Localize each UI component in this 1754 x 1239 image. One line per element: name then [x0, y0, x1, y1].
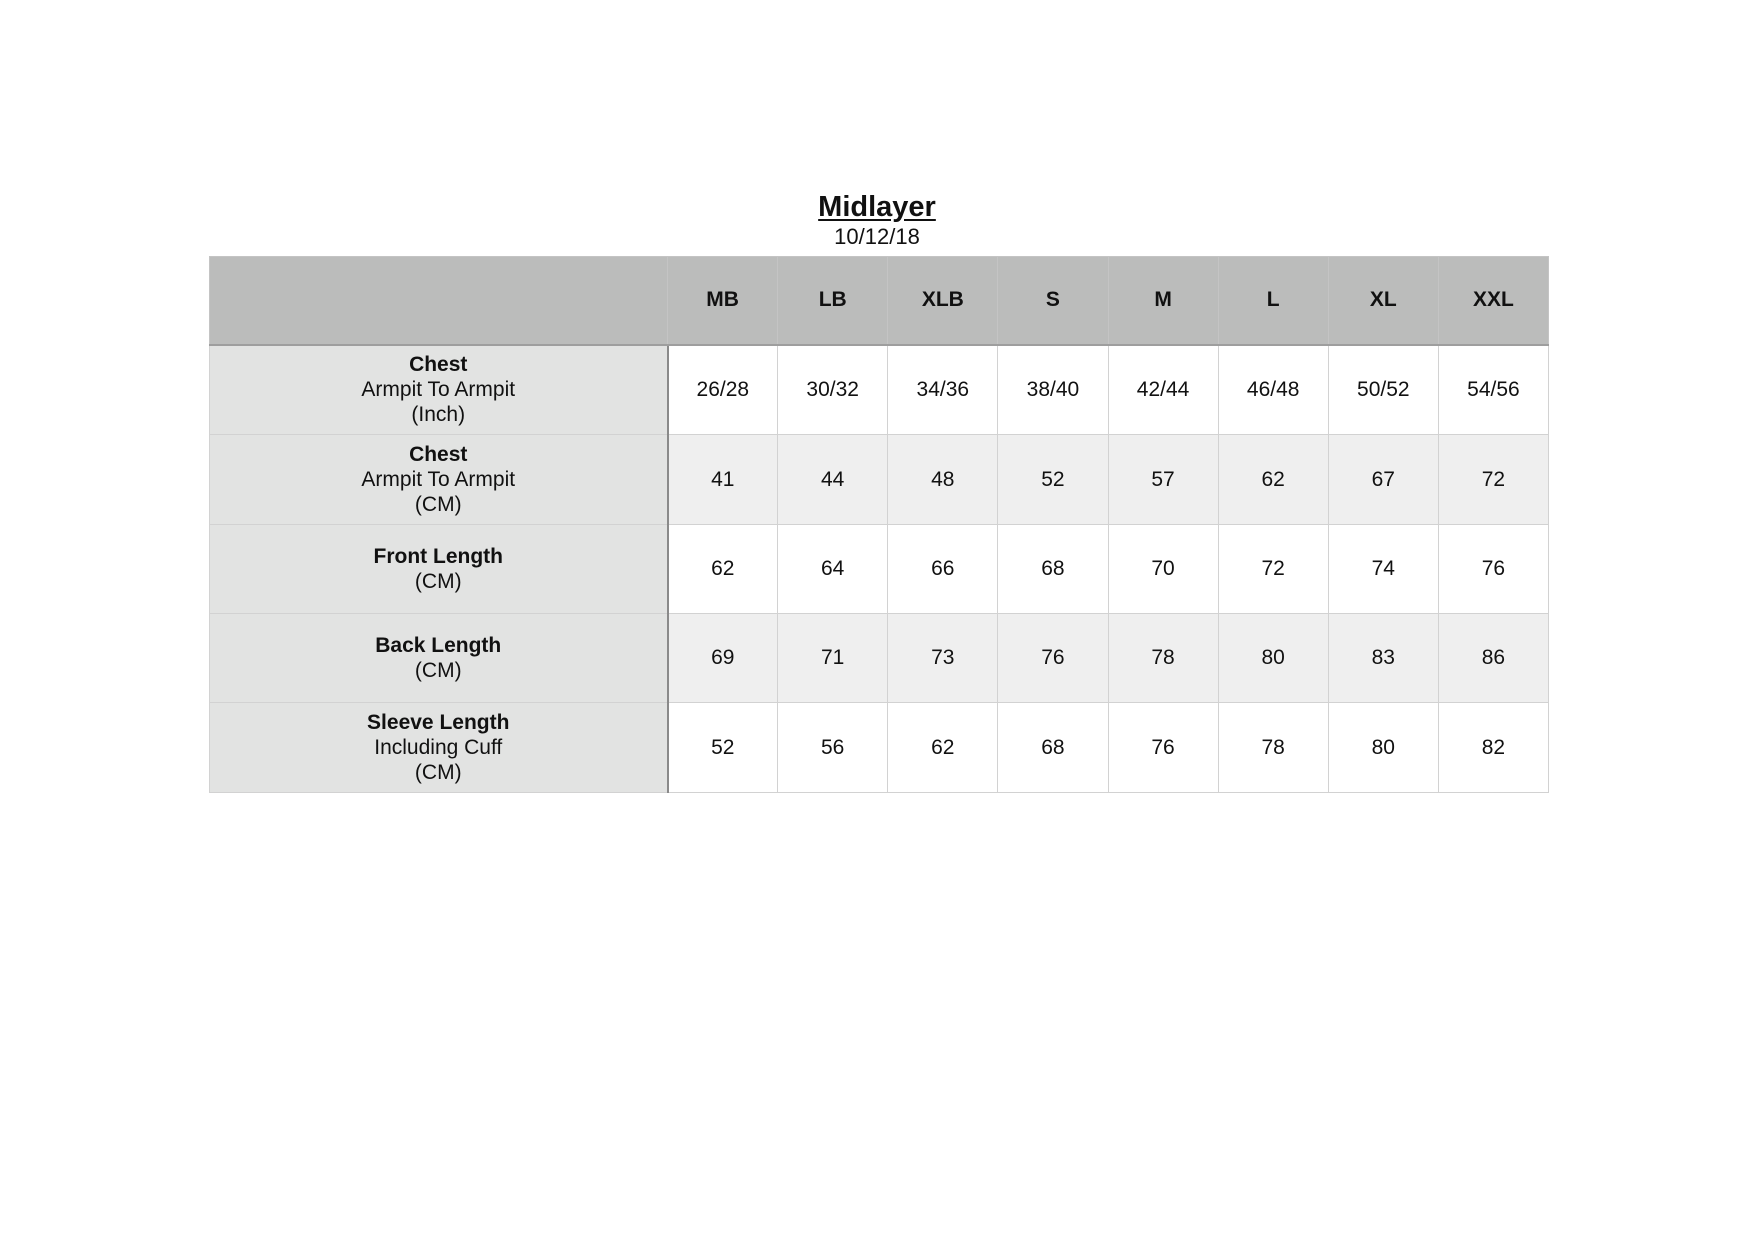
table-cell: 64	[778, 525, 888, 614]
table-cell: 50/52	[1328, 345, 1438, 435]
table-cell: 82	[1438, 703, 1548, 793]
table-cell: 52	[668, 703, 778, 793]
table-cell: 72	[1438, 435, 1548, 525]
table-cell: 76	[998, 614, 1108, 703]
table-cell: 54/56	[1438, 345, 1548, 435]
row-label-line: Armpit To Armpit	[361, 378, 516, 402]
table-cell: 48	[888, 435, 998, 525]
table-cell: 73	[888, 614, 998, 703]
table-cell: 70	[1108, 525, 1218, 614]
table-cell: 46/48	[1218, 345, 1328, 435]
table-row	[210, 703, 1549, 793]
row-label	[210, 614, 668, 703]
row-label	[210, 703, 668, 793]
row-label-title: Chest	[409, 353, 468, 377]
row-label-line: (CM)	[414, 493, 462, 516]
table-cell: 44	[778, 435, 888, 525]
table-cell: 72	[1218, 525, 1328, 614]
document-date: 10/12/18	[834, 224, 920, 249]
table-cell: 78	[1218, 703, 1328, 793]
table-cell: 26/28	[668, 345, 778, 435]
table-cell: 80	[1328, 703, 1438, 793]
table-row	[210, 614, 1549, 703]
row-label	[210, 525, 668, 614]
size-chart-table	[209, 256, 1549, 793]
row-label-line: (Inch)	[411, 403, 466, 427]
table-cell: 71	[778, 614, 888, 703]
table-cell: 38/40	[998, 345, 1108, 435]
size-header: XLB	[888, 257, 998, 345]
table-cell: 76	[1108, 703, 1218, 793]
row-label-title: Chest	[409, 443, 468, 466]
document-title: Midlayer	[818, 191, 936, 223]
header-row	[210, 257, 1549, 345]
table-cell: 62	[668, 525, 778, 614]
table-cell: 66	[888, 525, 998, 614]
row-label-title: Back Length	[375, 634, 502, 657]
row-label-line: Armpit To Armpit	[361, 468, 516, 491]
table-cell: 30/32	[778, 345, 888, 435]
table-cell: 68	[998, 525, 1108, 614]
header-corner-cell	[210, 257, 668, 345]
table-cell: 41	[668, 435, 778, 525]
table-cell: 74	[1328, 525, 1438, 614]
table-cell: 76	[1438, 525, 1548, 614]
table-cell: 56	[778, 703, 888, 793]
size-header: L	[1218, 257, 1328, 345]
table-row	[210, 525, 1549, 614]
size-header: XXL	[1438, 257, 1548, 345]
size-header: S	[998, 257, 1108, 345]
table-cell: 57	[1108, 435, 1218, 525]
row-label-line: (CM)	[414, 659, 462, 682]
table-cell: 34/36	[888, 345, 998, 435]
table-row	[210, 345, 1549, 435]
table-cell: 67	[1328, 435, 1438, 525]
row-label-line: (CM)	[414, 761, 462, 784]
document-heading	[0, 190, 1754, 250]
table-cell: 69	[668, 614, 778, 703]
size-header: MB	[668, 257, 778, 345]
size-header: LB	[778, 257, 888, 345]
row-label-line: (CM)	[414, 570, 462, 593]
table-cell: 68	[998, 703, 1108, 793]
table-cell: 62	[1218, 435, 1328, 525]
row-label	[210, 345, 668, 435]
size-header: M	[1108, 257, 1218, 345]
table-cell: 42/44	[1108, 345, 1218, 435]
table-cell: 80	[1218, 614, 1328, 703]
row-label	[210, 435, 668, 525]
table-cell: 62	[888, 703, 998, 793]
size-header: XL	[1328, 257, 1438, 345]
row-label-line: Including Cuff	[374, 736, 503, 759]
table-cell: 52	[998, 435, 1108, 525]
table-cell: 86	[1438, 614, 1548, 703]
table-cell: 78	[1108, 614, 1218, 703]
table-row	[210, 435, 1549, 525]
row-label-title: Front Length	[373, 545, 503, 568]
table-cell: 83	[1328, 614, 1438, 703]
row-label-title: Sleeve Length	[367, 711, 510, 734]
